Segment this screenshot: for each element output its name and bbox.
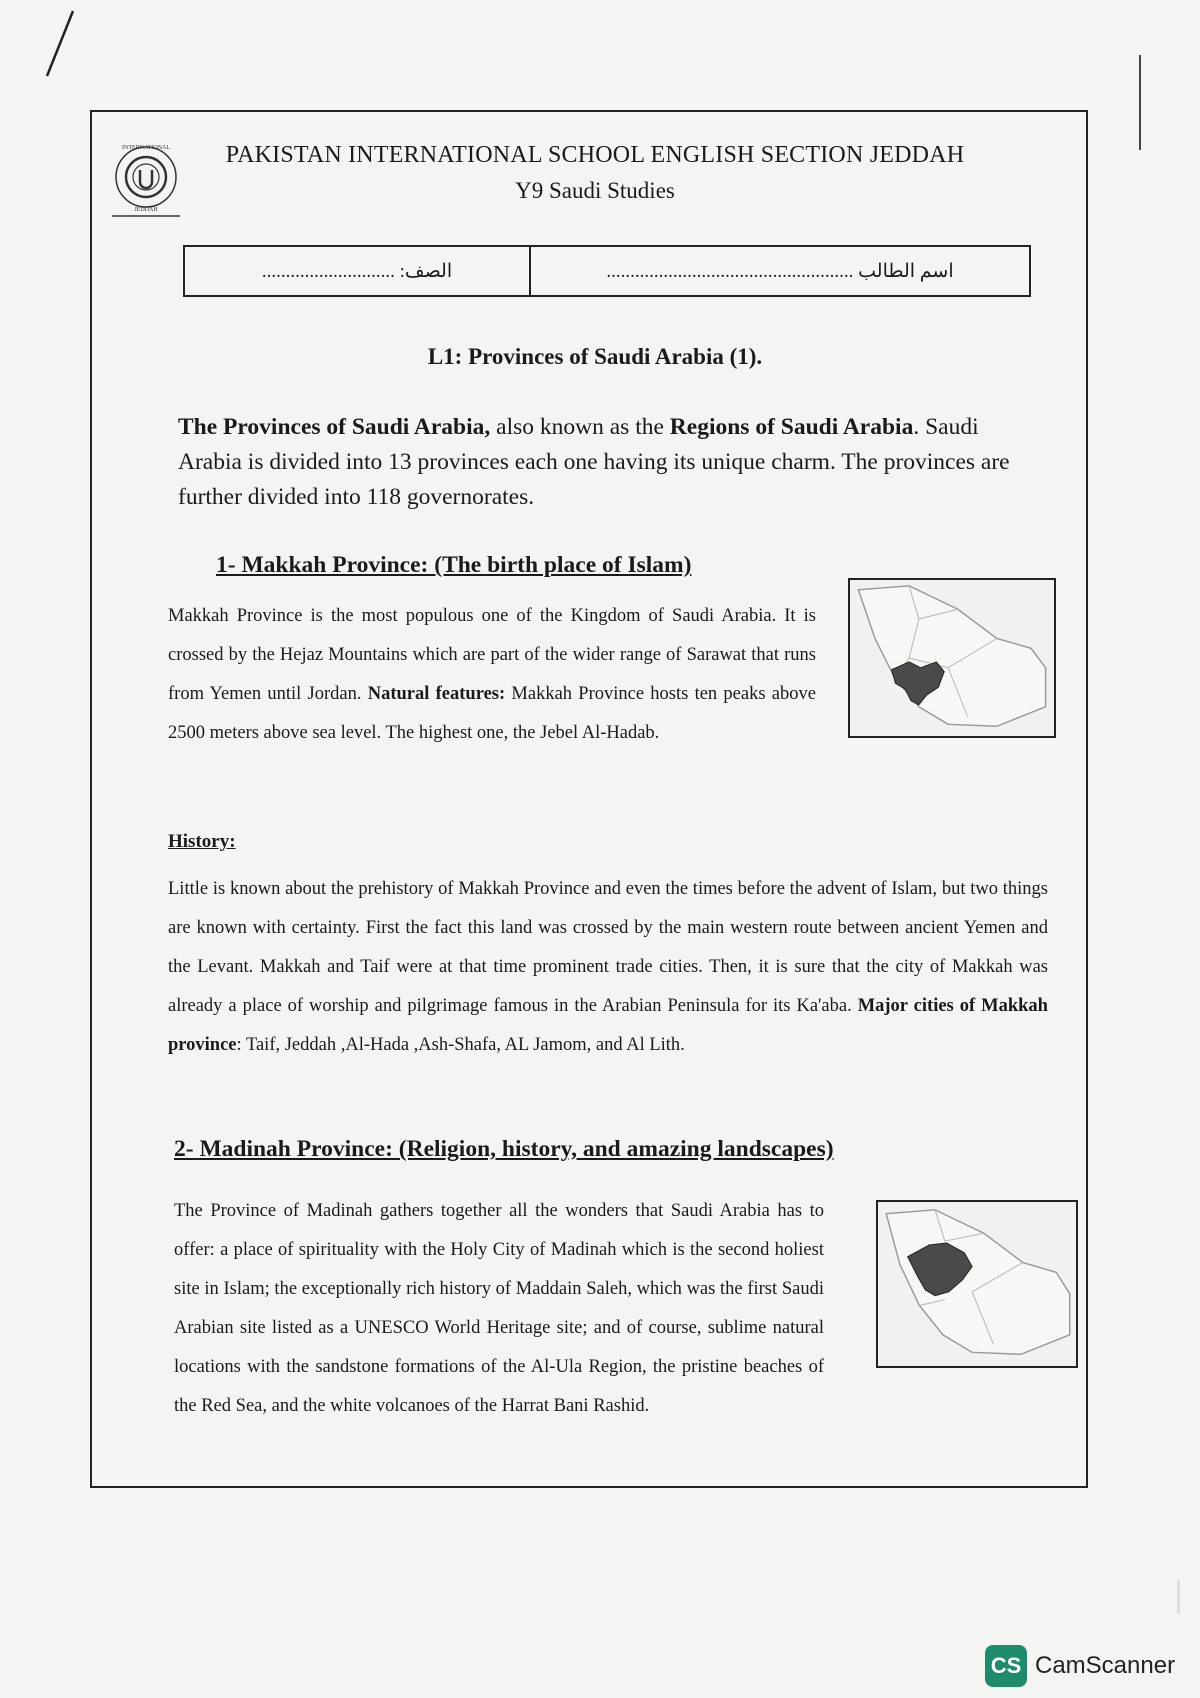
makkah-heading-text: Makkah Province: (The birth place of Islam) [241, 552, 692, 578]
student-name-label: اسم الطالب .................................................... [606, 260, 954, 282]
subject-title: Y9 Saudi Studies [515, 178, 675, 203]
student-info-box [183, 245, 1031, 297]
school-name: PAKISTAN INTERNATIONAL SCHOOL ENGLISH SECTION JEDDAH [225, 142, 965, 168]
intro-text-1: also known as the [490, 414, 670, 440]
camscanner-logo-icon: CS [985, 1645, 1027, 1687]
intro-bold-regions: Regions of Saudi Arabia [669, 414, 914, 440]
school-logo-icon [106, 140, 186, 218]
lesson-title: L1: Provinces of Saudi Arabia (1). [427, 344, 763, 369]
saudi-map-madinah-icon [878, 1202, 1076, 1366]
natural-features-label: Natural features: [367, 684, 506, 704]
saudi-map-makkah-icon [850, 580, 1054, 736]
camscanner-watermark [985, 1645, 1175, 1687]
svg-text:JEDDAH: JEDDAH [134, 207, 158, 213]
madinah-paragraph: The Province of Madinah gathers together all the wonders that Saudi Arabia has to offer: a place of spirituality with the Holy City of Madinah which is the second holiest site in Islam; the exceptionally rich history of Maddain Saleh, which was the first Saudi Arabian site listed as a UNESCO World Heritage site; and of course, sublime natural locations with the sandstone formations of the Al-Ula Region, the pristine beaches of the Red Sea, and the white volcanoes of the Harrat Bani Rashid. [174, 1201, 824, 1416]
class-field-label: الصف: ............................ [261, 260, 453, 282]
page-edge-tick [1177, 1580, 1180, 1614]
svg-text:INTERNATIONAL: INTERNATIONAL [122, 145, 170, 151]
makkah-map [848, 578, 1056, 738]
madinah-heading [174, 1136, 834, 1163]
page-edge-line [1139, 55, 1141, 150]
major-cities-label: Major cities of Makkah province [168, 996, 1048, 1055]
makkah-text-2: Makkah Province hosts ten peaks above 2500 meters above sea level. The highest one, the Jebel Al-Hadab. [168, 684, 816, 743]
history-heading: History: [168, 831, 236, 852]
history-paragraph [168, 870, 1048, 1065]
history-text-2: : Taif, Jeddah ,Al-Hada ,Ash-Shafa, AL Jamom, and Al Lith. [236, 1035, 685, 1055]
intro-paragraph [178, 410, 1033, 515]
madinah-map [876, 1200, 1078, 1368]
student-name-field[interactable] [531, 247, 1029, 295]
intro-bold-provinces: The Provinces of Saudi Arabia, [178, 414, 491, 440]
makkah-paragraph [168, 597, 816, 753]
makkah-heading [216, 552, 691, 579]
camscanner-label: CamScanner [1035, 1652, 1176, 1679]
madinah-heading-text: Madinah Province: (Religion, history, and amazing landscapes) [199, 1136, 834, 1162]
madinah-number: 2- [174, 1136, 194, 1162]
class-field[interactable] [185, 247, 531, 295]
intro-text-2: . Saudi Arabia is divided into 13 provinces each one having its unique charm. The provinces are further divided into 118 governorates. [178, 414, 1010, 510]
pen-stroke-mark [40, 8, 80, 78]
makkah-number: 1- [216, 552, 236, 578]
history-text-1: Little is known about the prehistory of Makkah Province and even the times before the advent of Islam, but two things are known with certainty. First the fact this land was crossed by the main western route between ancient Yemen and the Levant. Makkah and Taif were at that time prominent trade cities. Then, it is sure that the city of Makkah was already a place of worship and pilgrimage famous in the Arabian Peninsula for its Ka'aba. [168, 879, 1048, 1016]
makkah-text-1: Makkah Province is the most populous one of the Kingdom of Saudi Arabia. It is crossed by the Hejaz Mountains which are part of the wider range of Sarawat that runs from Yemen until Jordan. [168, 606, 816, 704]
